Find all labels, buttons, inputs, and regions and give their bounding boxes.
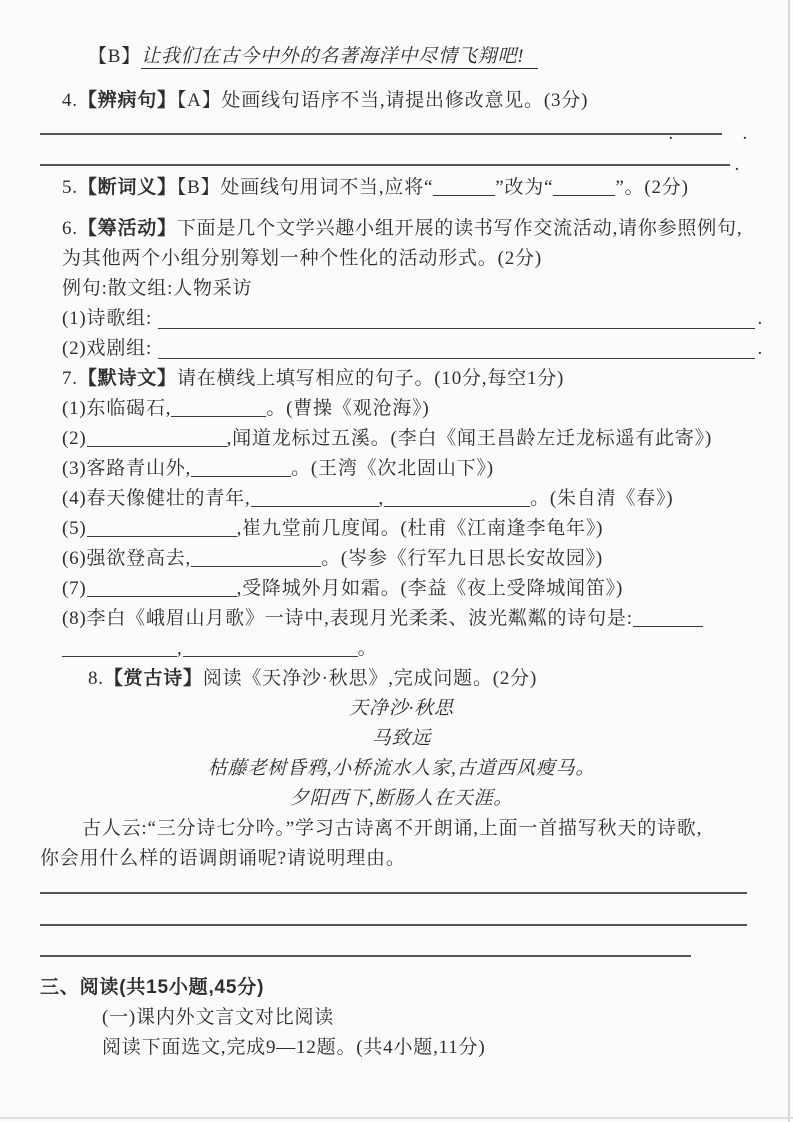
answer-line — [40, 116, 748, 144]
answer-line — [40, 926, 691, 957]
question-6-item-2 — [62, 334, 763, 364]
section-3-instruction — [102, 1033, 763, 1063]
question-8-number: 8. — [88, 668, 104, 689]
question-6-example-text: 例句:散文组:人物采访 — [62, 278, 253, 299]
item-text: 。 — [357, 638, 378, 659]
question-7-number: 7. — [62, 368, 78, 389]
answer-line — [40, 894, 747, 926]
item-text: (5) — [62, 518, 87, 539]
section-3-header — [40, 973, 763, 1003]
line-end-period: . — [742, 123, 748, 144]
question-5-number: 5. — [62, 177, 78, 198]
fill-in-blank — [87, 532, 237, 537]
question-7 — [62, 364, 763, 394]
passage-b-line — [88, 42, 763, 72]
question-4 — [62, 86, 763, 116]
section-3-subheader-text: (一)课内外文言文对比阅读 — [102, 1007, 335, 1028]
question-6-line2 — [62, 244, 763, 274]
question-5-text-pre: 【B】处画线句用词不当,应将“ — [176, 177, 434, 198]
section-3-instruction-text: 阅读下面选文,完成9—12题。(共4小题,11分) — [102, 1037, 486, 1058]
question-5 — [62, 173, 763, 203]
question-7-item-7 — [62, 574, 763, 604]
fill-in-blank — [633, 622, 703, 627]
question-4-text: 【A】处画线句语序不当,请提出修改意见。(3分) — [176, 90, 589, 111]
answer-line — [158, 357, 755, 359]
item-text: (4)春天像健壮的青年, — [62, 488, 251, 509]
question-7-item-1 — [62, 394, 763, 424]
poem-line-text: 枯藤老树昏鸦,小桥流水人家,古道西风瘦马。 — [207, 758, 596, 779]
item-text: , — [177, 638, 183, 659]
page-edge-shadow-bottom — [0, 1117, 793, 1119]
question-7-item-5 — [62, 514, 763, 544]
fill-in-blank — [183, 652, 358, 657]
item-source: 。(曹操《观沧海》) — [266, 398, 430, 419]
question-8-prompt-line1 — [40, 814, 763, 844]
line-end-period: . — [757, 338, 763, 359]
item-source: 。(王湾《次北固山下》) — [291, 458, 494, 479]
fill-in-blank — [553, 191, 615, 196]
item-text: (6)强欲登高去, — [62, 548, 192, 569]
fill-in-blank — [87, 442, 227, 447]
question-5-text-post: ”。(2分) — [615, 177, 689, 198]
question-8-tag: 【赏古诗】 — [103, 668, 203, 689]
section-3-subheader — [102, 1003, 763, 1033]
item-source: ,崔九堂前几度闻。(杜甫《江南逢李龟年》) — [236, 518, 604, 539]
item-text: (8)李白《峨眉山月歌》一诗中,表现月光柔柔、波光粼粼的诗句是: — [62, 608, 633, 629]
answer-line — [40, 135, 740, 175]
item-source: 。(朱自清《春》) — [530, 488, 674, 509]
question-8 — [88, 664, 763, 694]
fill-in-blank — [191, 472, 291, 477]
poem-line-text: 夕阳西下,断肠人在天涯。 — [289, 788, 514, 809]
item-text: (3)客路青山外, — [62, 458, 192, 479]
page-edge-shadow-right — [788, 0, 790, 1122]
question-7-item-2 — [62, 424, 763, 454]
item-source: ,受降城外月如霜。(李益《夜上受降城闻笛》) — [236, 578, 624, 599]
prompt-text: 你会用什么样的语调朗诵呢?请说明理由。 — [40, 848, 406, 869]
fill-in-blank — [87, 592, 237, 597]
exam-content — [40, 42, 763, 1063]
question-7-intro: 请在横线上填写相应的句子。(10分,每空1分) — [176, 368, 565, 389]
poem-author-text: 马致远 — [371, 728, 432, 749]
question-8-prompt-line2 — [40, 844, 763, 874]
poem-line-1 — [40, 754, 763, 784]
item-2-label: (2)戏剧组: — [62, 338, 153, 359]
question-4-number: 4. — [62, 90, 78, 111]
question-7-item-4 — [62, 484, 763, 514]
answer-line — [158, 327, 755, 329]
item-text: (7) — [62, 578, 87, 599]
poem-author — [40, 724, 763, 754]
question-6-item-1 — [62, 304, 763, 334]
prompt-text: 古人云:“三分诗七分吟。”学习古诗离不开朗诵,上面一首描写秋天的诗歌, — [82, 818, 703, 839]
section-3-header-text: 三、阅读(共15小题,45分) — [40, 977, 265, 998]
fill-in-blank — [191, 562, 321, 567]
question-7-item-6 — [62, 544, 763, 574]
passage-b-label: 【B】 — [88, 46, 142, 67]
fill-in-blank — [384, 502, 530, 507]
item-1-label: (1)诗歌组: — [62, 308, 153, 329]
item-text: (2) — [62, 428, 87, 449]
question-6 — [62, 214, 763, 244]
item-text: (1)东临碣石, — [62, 398, 172, 419]
line-end-period: . — [668, 123, 674, 144]
item-source: 。(岑参《行军九日思长安故园》) — [321, 548, 604, 569]
question-5-tag: 【断词义】 — [77, 177, 177, 198]
fill-in-blank — [251, 502, 379, 507]
fill-in-blank — [62, 652, 177, 657]
poem-title — [40, 694, 763, 724]
question-8-intro: 阅读《天净沙·秋思》,完成问题。(2分) — [202, 668, 538, 689]
question-7-item-8-line2 — [62, 634, 763, 664]
line-end-period: . — [757, 308, 763, 329]
question-7-item-8 — [62, 604, 763, 634]
question-6-line1: 下面是几个文学兴趣小组开展的读书写作交流活动,请你参照例句, — [176, 218, 743, 239]
question-6-tag: 【筹活动】 — [77, 218, 177, 239]
poem-title-text: 天净沙·秋思 — [349, 698, 454, 719]
question-5-text-mid: ”改为“ — [495, 177, 554, 198]
item-source: ,闻道龙标过五溪。(李白《闻王昌龄左迁龙标遥有此寄》) — [226, 428, 713, 449]
line-end-period: . — [734, 154, 740, 175]
question-7-tag: 【默诗文】 — [77, 368, 177, 389]
question-6-number: 6. — [62, 218, 78, 239]
question-4-tag: 【辨病句】 — [77, 90, 177, 111]
fill-in-blank — [433, 191, 495, 196]
fill-in-blank — [171, 412, 266, 417]
passage-b-text: 让我们在古今中外的名著海洋中尽情飞翔吧! — [141, 46, 538, 69]
question-6-line2-text: 为其他两个小组分别筹划一种个性化的活动形式。(2分) — [62, 248, 542, 269]
poem-line-2 — [40, 784, 763, 814]
question-7-item-3 — [62, 454, 763, 484]
item-text: , — [378, 488, 385, 509]
question-6-example — [62, 274, 763, 304]
answer-line — [40, 874, 747, 894]
